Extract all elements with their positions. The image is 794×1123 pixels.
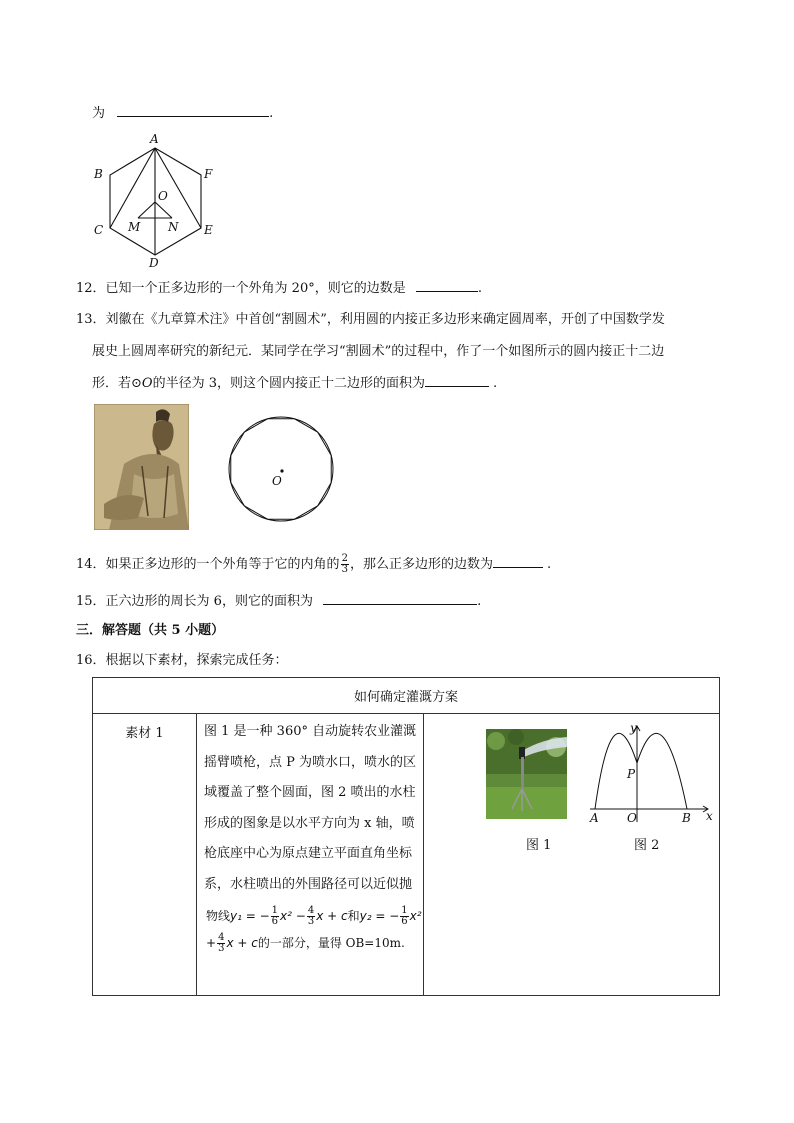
q11-answer-blank[interactable] bbox=[117, 104, 269, 117]
q12-answer-blank[interactable] bbox=[416, 279, 478, 292]
liu-hui-portrait-image bbox=[94, 404, 189, 530]
point-A-label: A bbox=[590, 811, 599, 825]
axis-y-label: y bbox=[630, 721, 637, 735]
question-15: 15．正六边形的周长为 6，则它的面积为 . bbox=[76, 594, 482, 609]
question-14: 14．如果正多边形的一个外角等于它的内角的 $\frac{2}{3}$ ，那么正多边形的边数为 . bbox=[76, 553, 552, 575]
label-E: E bbox=[204, 223, 213, 237]
label-C: C bbox=[94, 223, 104, 237]
sprinkler-photo-image bbox=[486, 729, 567, 819]
question-16: 16．根据以下素材，探索完成任务： bbox=[76, 653, 288, 668]
formula-line-1: 物线y₁ = − $\frac{1}{6}$ x² − $\frac{4}{3}$ x + c和y₂ = − $\frac{1}{6}$ x² bbox=[206, 905, 422, 927]
material-text-cell bbox=[197, 714, 424, 996]
figure-1-caption: 图 1 bbox=[526, 838, 552, 853]
q15-answer-blank[interactable] bbox=[323, 592, 477, 605]
label-O: O bbox=[158, 189, 168, 203]
formula-line-2: + $\frac{4}{3}$ x + c的一部分，量得 OB=10m. bbox=[206, 932, 405, 954]
material-text: 图 1 是一种 360° 自动旋转农业灌溉 摇臂喷枪，点 P 为喷水口，喷水的区 域覆盖了整个圆面，图 2 喷出的水柱 形成的图象是以水平方向为 x 轴，喷 枪底座中心为原点建立平面直角坐标 系，水柱喷出的外围路径可以近似抛 bbox=[204, 724, 417, 892]
table-title: 如何确定灌溉方案 bbox=[93, 678, 720, 714]
section-3-title: 三．解答题（共 5 小题） bbox=[76, 623, 225, 638]
center-label-O: O bbox=[272, 474, 282, 488]
label-B: B bbox=[94, 167, 103, 181]
parabola-graph bbox=[582, 716, 720, 826]
question-13-line1: 13．刘徽在《九章算术注》中首创“割圆术”，利用圆的内接正多边形来确定圆周率，开创了中国数学发 bbox=[76, 312, 665, 327]
axis-x-label: x bbox=[706, 809, 713, 823]
point-P-label: P bbox=[627, 767, 636, 781]
label-M: M bbox=[128, 220, 141, 234]
q14-answer-blank[interactable] bbox=[493, 555, 543, 568]
label-D: D bbox=[149, 256, 159, 270]
label-N: N bbox=[168, 220, 179, 234]
fraction-two-thirds: $\frac{2}{3}$ bbox=[341, 553, 348, 575]
material-label-cell: 素材 1 bbox=[93, 714, 197, 996]
label-F: F bbox=[204, 167, 213, 181]
point-B-label: B bbox=[682, 811, 691, 825]
question-13-line2: 展史上圆周率研究的新纪元．某同学在学习“割圆术”的过程中，作了一个如图所示的圆内接正十二边 bbox=[92, 344, 665, 359]
q13-answer-blank[interactable] bbox=[425, 374, 489, 387]
question-13-line3: 形．若⊙O的半径为 3，则这个圆内接正十二边形的面积为 . bbox=[92, 376, 498, 391]
question-12: 12．已知一个正多边形的一个外角为 20°，则它的边数是 . bbox=[76, 281, 483, 296]
q11-tail: 为 . bbox=[92, 106, 274, 121]
origin-O-label: O bbox=[627, 811, 637, 825]
label-A: A bbox=[150, 132, 159, 146]
hexagon-figure bbox=[88, 130, 228, 270]
inscribed-dodecagon-figure bbox=[226, 414, 336, 524]
figure-2-caption: 图 2 bbox=[634, 838, 660, 853]
